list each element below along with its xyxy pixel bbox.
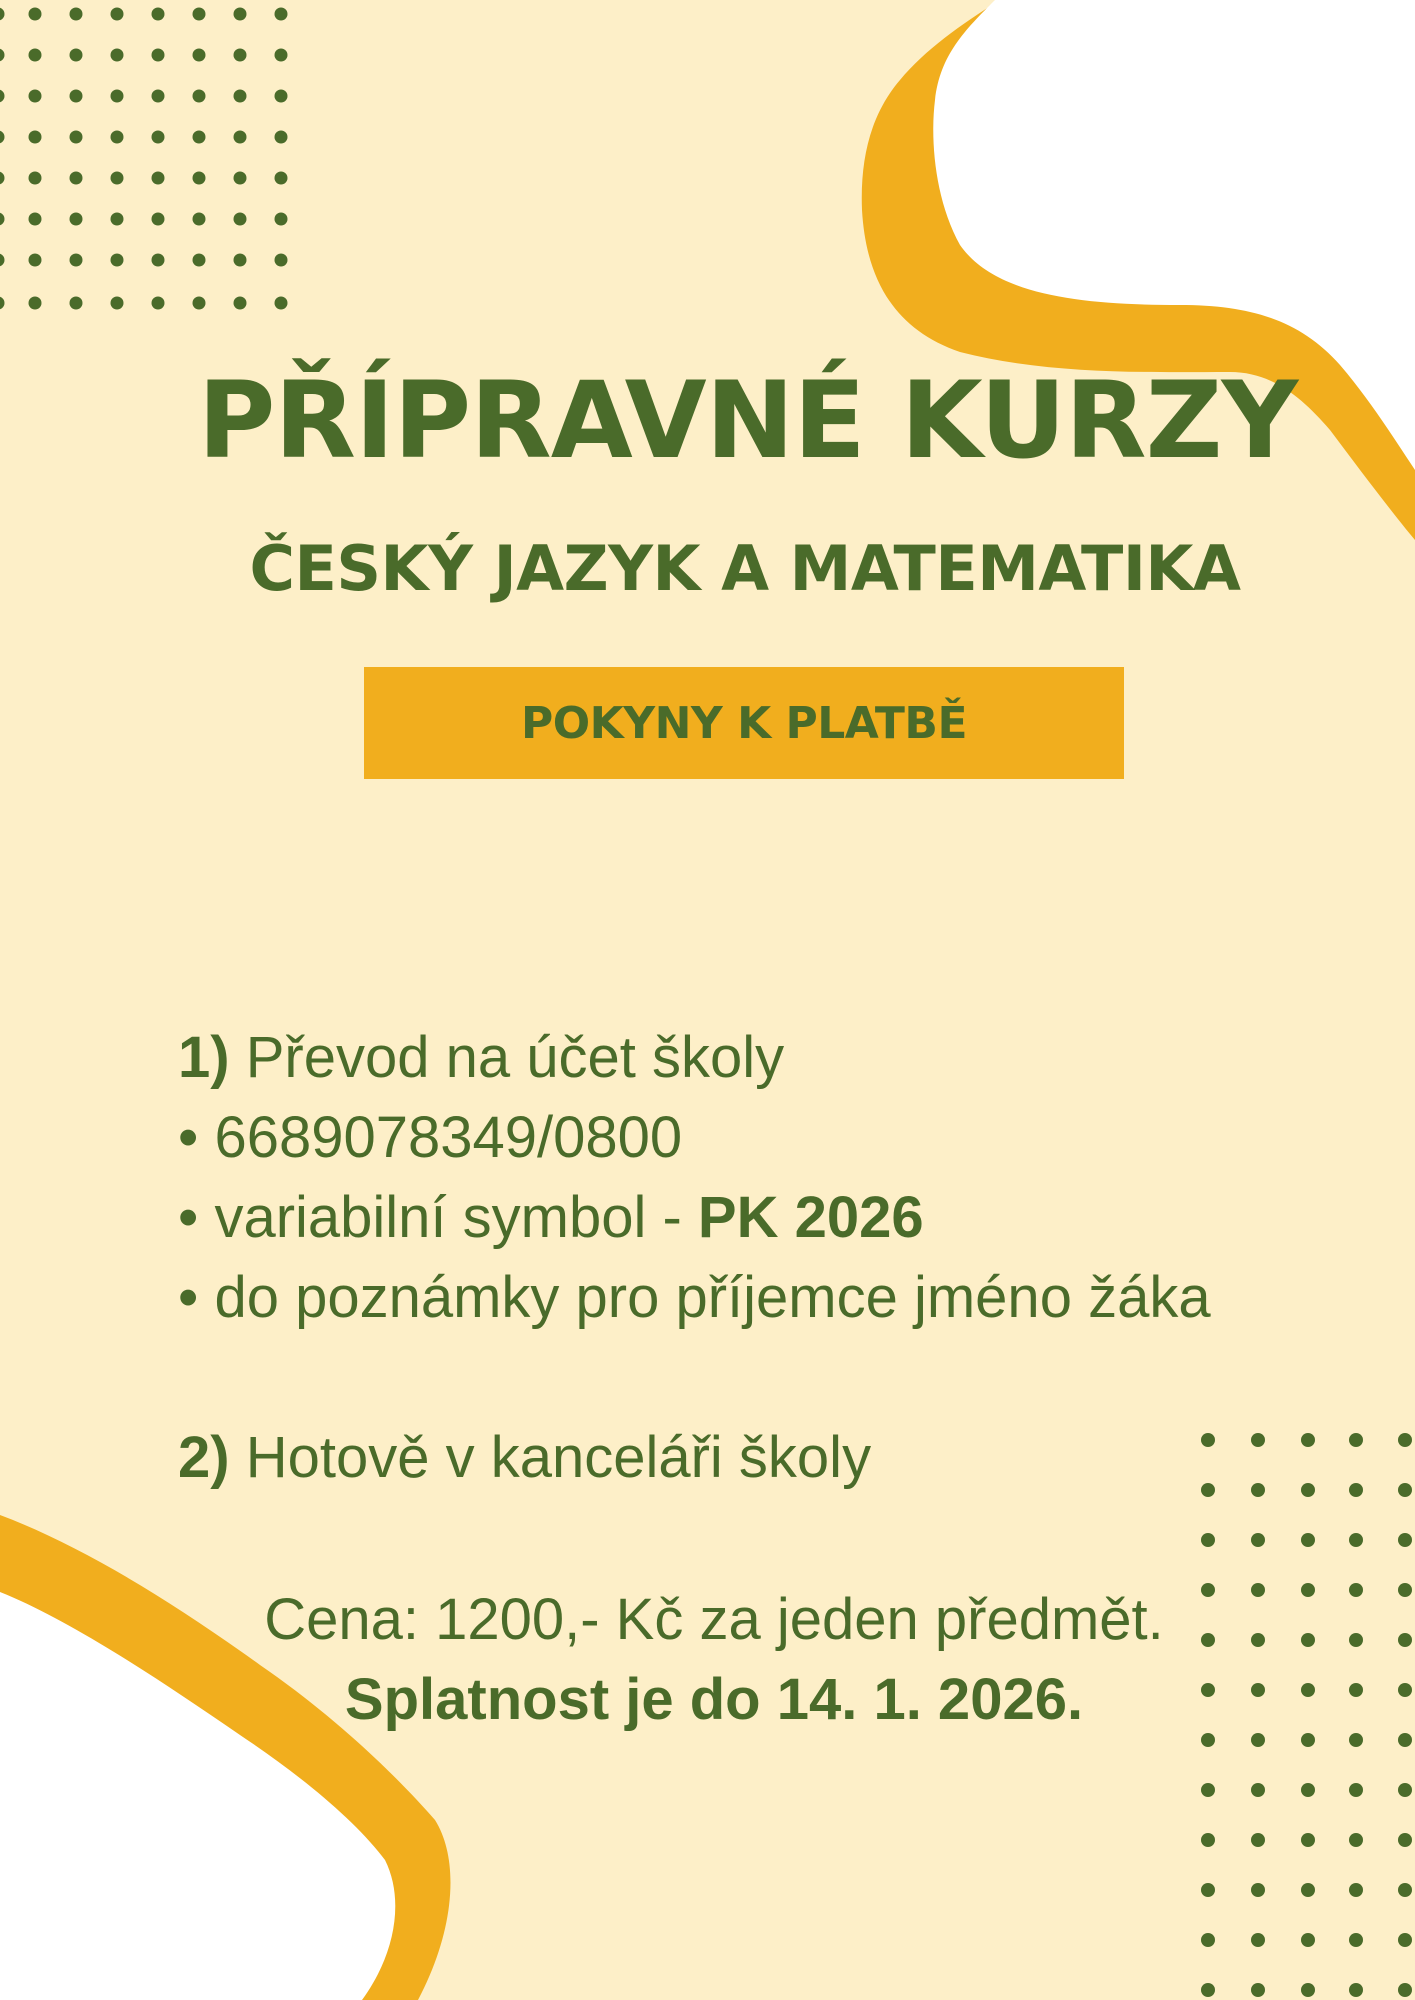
decorative-dot <box>70 254 83 267</box>
decorative-dot <box>1398 1883 1412 1897</box>
decorative-dot <box>234 297 247 310</box>
decorative-dot <box>1301 1533 1315 1547</box>
due-date-text: Splatnost je do 14. 1. 2026. <box>344 1667 1084 1732</box>
decorative-dot <box>234 254 247 267</box>
decorative-dot <box>0 172 5 185</box>
decorative-dot <box>1398 1983 1412 1997</box>
decorative-dot <box>70 8 83 21</box>
decorative-dot <box>1251 1933 1265 1947</box>
option-2-heading <box>178 1418 1328 1498</box>
decorative-dot <box>1201 1833 1215 1847</box>
decorative-dot <box>1201 1983 1215 1997</box>
decorative-dot <box>1349 1433 1363 1447</box>
decorative-dot <box>111 8 124 21</box>
decorative-dot <box>111 254 124 267</box>
bullet: • <box>178 1265 199 1330</box>
decorative-dot <box>29 131 42 144</box>
option-1-heading <box>178 1018 1328 1098</box>
decorative-dot <box>152 8 165 21</box>
decorative-dot <box>275 297 288 310</box>
decorative-dot <box>1251 1783 1265 1797</box>
decorative-dot <box>1349 1833 1363 1847</box>
decorative-dot <box>70 131 83 144</box>
decorative-dot <box>152 213 165 226</box>
decorative-dot <box>1251 1833 1265 1847</box>
recipient-note: do poznámky pro příjemce jméno žáka <box>214 1265 1211 1330</box>
decorative-dot <box>0 49 5 62</box>
option-2-number: 2) <box>178 1425 230 1490</box>
decorative-dot <box>1349 1983 1363 1997</box>
decorative-dot <box>29 8 42 21</box>
decorative-dot <box>1251 1533 1265 1547</box>
decorative-dot <box>0 90 5 103</box>
decorative-dot <box>152 49 165 62</box>
decorative-dot <box>1201 1783 1215 1797</box>
decorative-dot <box>70 213 83 226</box>
decorative-dot <box>152 90 165 103</box>
decorative-dot <box>1301 1783 1315 1797</box>
decorative-dot <box>1349 1533 1363 1547</box>
decorative-dot <box>152 131 165 144</box>
decorative-dot <box>29 90 42 103</box>
decorative-dot <box>1201 1883 1215 1897</box>
recipient-note-line <box>178 1258 1328 1338</box>
decorative-dot <box>275 172 288 185</box>
decorative-dot <box>275 213 288 226</box>
decorative-dot <box>193 49 206 62</box>
decorative-dot <box>1301 1983 1315 1997</box>
page-title: PŘÍPRAVNÉ KURZY <box>197 359 1298 482</box>
variable-symbol-value: PK 2026 <box>697 1185 924 1250</box>
decorative-dot <box>152 254 165 267</box>
decorative-dot <box>1398 1933 1412 1947</box>
option-1-number: 1) <box>178 1025 230 1090</box>
page-subtitle: ČESKÝ JAZYK A MATEMATIKA <box>249 532 1241 605</box>
decorative-dot <box>234 90 247 103</box>
decorative-dot <box>70 172 83 185</box>
option-1-label: Převod na účet školy <box>245 1025 785 1090</box>
variable-symbol-line <box>178 1178 1328 1258</box>
decorative-dot <box>275 49 288 62</box>
decorative-dot <box>193 254 206 267</box>
decorative-dot <box>0 297 5 310</box>
decorative-dot <box>1349 1883 1363 1897</box>
payment-options <box>178 1018 1328 1498</box>
decorative-dot <box>1251 1983 1265 1997</box>
decorative-dot <box>1201 1533 1215 1547</box>
decorative-dot <box>29 254 42 267</box>
decorative-dot <box>0 131 5 144</box>
decorative-dot <box>1398 1833 1412 1847</box>
decorative-dot <box>193 131 206 144</box>
bullet: • <box>178 1185 199 1250</box>
decorative-dot <box>193 213 206 226</box>
decorative-dot <box>275 254 288 267</box>
decorative-dot <box>111 49 124 62</box>
decorative-dot <box>234 213 247 226</box>
payment-instructions-banner <box>364 667 1124 779</box>
decorative-dot <box>152 172 165 185</box>
decorative-dot <box>1251 1883 1265 1897</box>
account-number-line <box>178 1098 1328 1178</box>
decorative-dot <box>29 213 42 226</box>
decorative-dot <box>1301 1833 1315 1847</box>
decorative-dot <box>111 131 124 144</box>
dot-pattern-top-left <box>0 8 288 310</box>
option-2-label: Hotově v kanceláři školy <box>245 1425 872 1490</box>
decorative-dot <box>111 90 124 103</box>
price-info <box>0 1580 1415 1740</box>
decorative-dot <box>29 297 42 310</box>
decorative-dot <box>193 297 206 310</box>
decorative-dot <box>1398 1433 1412 1447</box>
decorative-dot <box>0 213 5 226</box>
decorative-dot <box>234 172 247 185</box>
decorative-dot <box>0 254 5 267</box>
decorative-dot <box>29 49 42 62</box>
banner-label: POKYNY K PLATBĚ <box>520 697 968 749</box>
decorative-dot <box>234 131 247 144</box>
decorative-dot <box>1349 1933 1363 1947</box>
decorative-dot <box>234 49 247 62</box>
decorative-dot <box>29 172 42 185</box>
decorative-dot <box>111 172 124 185</box>
decorative-dot <box>193 172 206 185</box>
decorative-dot <box>70 90 83 103</box>
price-text: Cena: 1200,- Kč za jeden předmět. <box>264 1587 1164 1652</box>
decorative-dot <box>234 8 247 21</box>
decorative-dot <box>275 90 288 103</box>
decorative-dot <box>1398 1533 1412 1547</box>
decorative-dot <box>275 131 288 144</box>
account-number: 6689078349/0800 <box>214 1105 683 1170</box>
decorative-dot <box>1349 1783 1363 1797</box>
decorative-dot <box>1398 1783 1412 1797</box>
decorative-dot <box>1201 1933 1215 1947</box>
decorative-dot <box>1349 1483 1363 1497</box>
decorative-dot <box>70 49 83 62</box>
decorative-dot <box>152 297 165 310</box>
decorative-dot <box>193 8 206 21</box>
decorative-dot <box>70 297 83 310</box>
decorative-dot <box>1301 1883 1315 1897</box>
decorative-dot <box>275 8 288 21</box>
decorative-dot <box>193 90 206 103</box>
decorative-dot <box>111 297 124 310</box>
decorative-dot <box>1301 1933 1315 1947</box>
decorative-dot <box>0 8 5 21</box>
decorative-dot <box>1398 1483 1412 1497</box>
decorative-dot <box>111 213 124 226</box>
variable-symbol-label: variabilní symbol - <box>214 1185 698 1250</box>
bullet: • <box>178 1105 199 1170</box>
